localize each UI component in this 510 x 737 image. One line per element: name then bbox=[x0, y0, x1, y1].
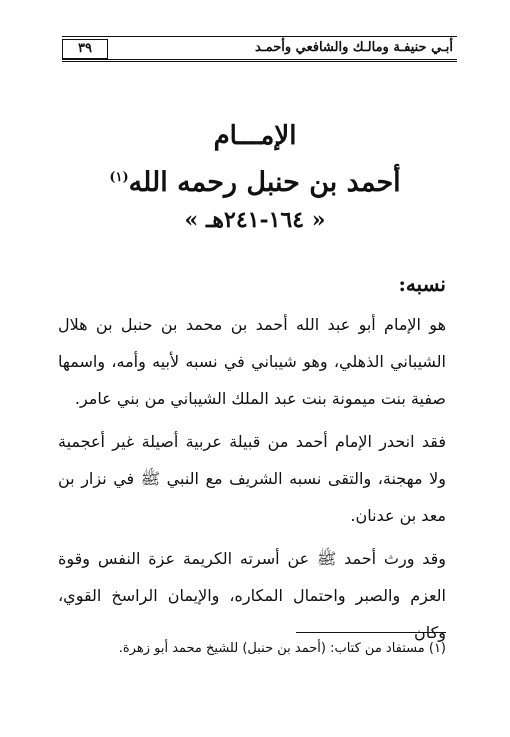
book-title: أبـي حنيفـة ومالـك والشافعي وأحمـد bbox=[255, 40, 453, 55]
header-bottom-rule bbox=[62, 59, 457, 62]
running-header bbox=[62, 36, 457, 62]
paragraph: فقد انحدر الإمام أحمد من قبيلة عربية أصيلة غير أعجمية ولا مهجنة، والتقى نسبه الشريف مع النبي ﷺ في نزار بن معد بن عدنان. bbox=[58, 432, 446, 525]
page-number: ٣٩ bbox=[62, 39, 108, 59]
title-name bbox=[0, 160, 510, 201]
footnote-rule bbox=[296, 632, 446, 633]
chapter-title bbox=[0, 120, 510, 235]
title-dates: « ١٦٤-٢٤١هـ » bbox=[184, 207, 326, 233]
body-text bbox=[58, 306, 446, 657]
title-footnote-marker: (١) bbox=[109, 170, 129, 185]
paragraph: وقد ورث أحمد ﷺ عن أسرته الكريمة عزة النفس وقوة العزم والصبر واحتمال المكاره، والإيمان الراسخ القوي، وكان bbox=[58, 549, 446, 642]
paragraph: هو الإمام أبو عبد الله أحمد بن محمد بن حنبل بن هلال الشيباني الذهلي، وهو شيباني في نسبه لأبيه وأمه، واسمها صفية بنت ميمونة بنت عبد الملك الشيباني من بني عامر. bbox=[58, 315, 446, 408]
footnote: (١) مستفاد من كتاب: (أحمد بن حنبل) للشيخ محمد أبو زهرة. bbox=[118, 641, 446, 656]
title-name-text: أحمد بن حنبل رحمه الله bbox=[128, 167, 401, 198]
section-heading: نسبه: bbox=[398, 272, 446, 296]
title-imam: الإمـــام bbox=[213, 121, 297, 151]
header-top-rule bbox=[62, 36, 457, 37]
